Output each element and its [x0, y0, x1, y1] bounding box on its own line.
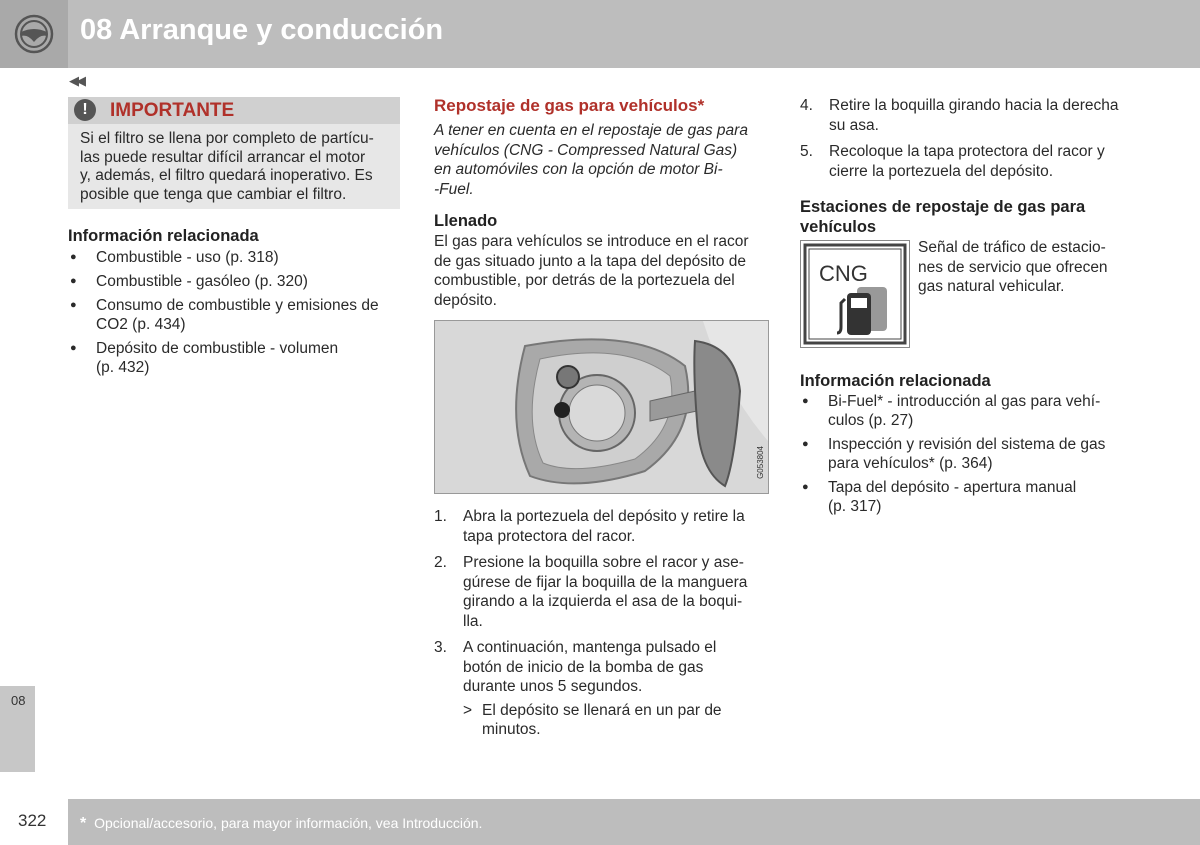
llenado-body: El gas para vehículos se introduce en el racor de gas situado junto a la tapa del depósito de combustible, por detrás de la portezuela del depósito. — [434, 233, 749, 309]
step-text: Retire la boquilla girando hacia la derecha su asa. — [829, 97, 1119, 134]
related-info-list-right — [800, 392, 1145, 521]
figure-code: G053804 — [756, 446, 765, 479]
section-intro: A tener en cuenta en el repostaje de gas para vehículos (CNG - Compressed Natural Gas) en automóviles con la opción de motor Bi- -Fuel. — [434, 122, 748, 198]
related-link[interactable]: ● Depósito de combustible - volumen (p. 432) — [68, 339, 408, 377]
chapter-title: 08 Arranque y conducción — [80, 14, 444, 46]
step-number: 2. — [434, 554, 447, 571]
step-text: Presione la boquilla sobre el racor y ase- gúrese de fijar la boquilla de la manguera girando a la izquierda el asa de la boqui- lla. — [463, 554, 748, 630]
sign-label: CNG — [819, 261, 868, 286]
related-info-heading: Información relacionada — [68, 227, 259, 245]
related-info-heading-right: Información relacionada — [800, 372, 991, 390]
subheading-llenado: Llenado — [434, 212, 498, 230]
page-footer — [68, 799, 1200, 845]
step-number: 1. — [434, 508, 447, 525]
important-title: IMPORTANTE — [110, 100, 235, 121]
related-link[interactable]: ● Tapa del depósito - apertura manual (p. 317) — [800, 478, 1145, 516]
step-number: 5. — [800, 143, 813, 160]
chapter-tab-label: 08 — [11, 693, 26, 708]
sign-description: Señal de tráfico de estacio- nes de servicio que ofrecen gas natural vehicular. — [918, 239, 1108, 295]
step-result — [463, 701, 774, 740]
related-link[interactable]: ● Combustible - gasóleo (p. 320) — [68, 272, 408, 291]
step-item — [434, 638, 774, 740]
step-item — [434, 553, 774, 631]
steps-list-continued — [800, 96, 1140, 188]
steps-list — [434, 507, 774, 747]
step-text: Recoloque la tapa protectora del racor y cierre la portezuela del depósito. — [829, 143, 1105, 180]
chapter-side-tab — [0, 686, 35, 772]
cng-traffic-sign — [800, 240, 910, 348]
important-text: Si el filtro se llena por completo de partícu- las puede resultar difícil arrancar el motor y, además, el filtro quedará inoperativo. Es posible que tenga que cambiar el filtro. — [80, 130, 374, 203]
related-link[interactable]: ● Inspección y revisión del sistema de gas para vehículos* (p. 364) — [800, 435, 1145, 473]
step-text: Abra la portezuela del depósito y retire la tapa protectora del racor. — [463, 508, 745, 545]
footnote — [80, 815, 482, 833]
step-item — [800, 96, 1140, 135]
related-link[interactable]: ● Consumo de combustible y emisiones de CO2 (p. 434) — [68, 296, 408, 334]
footnote-text: Opcional/accesorio, para mayor información, vea Introducción. — [94, 815, 483, 831]
double-chevron-left-icon[interactable]: ◀◀ — [69, 73, 83, 88]
step-text: A continuación, mantenga pulsado el botón de inicio de la bomba de gas durante unos 5 segundos. — [463, 639, 717, 695]
important-notice — [68, 97, 400, 209]
page-number: 322 — [18, 811, 47, 830]
result-arrow: > — [463, 701, 473, 719]
step-number: 3. — [434, 639, 447, 656]
related-link[interactable]: ● Combustible - uso (p. 318) — [68, 248, 408, 267]
exclamation-icon: ! — [74, 99, 96, 121]
fuel-filler-illustration — [434, 320, 769, 494]
related-link[interactable]: ● Bi-Fuel* - introducción al gas para vehí- culos (p. 27) — [800, 392, 1145, 430]
important-header — [68, 97, 400, 124]
step-number: 4. — [800, 97, 813, 114]
section-title: Repostaje de gas para vehículos* — [434, 96, 705, 115]
step-item — [800, 142, 1140, 181]
result-text: El depósito se llenará en un par de minutos. — [482, 701, 722, 738]
stations-heading: Estaciones de repostaje de gas para vehículos — [800, 198, 1086, 236]
steering-wheel-icon — [0, 0, 68, 68]
step-item — [434, 507, 774, 546]
related-info-list — [68, 248, 408, 382]
page-header — [0, 0, 1200, 68]
footnote-star: * — [80, 815, 87, 832]
